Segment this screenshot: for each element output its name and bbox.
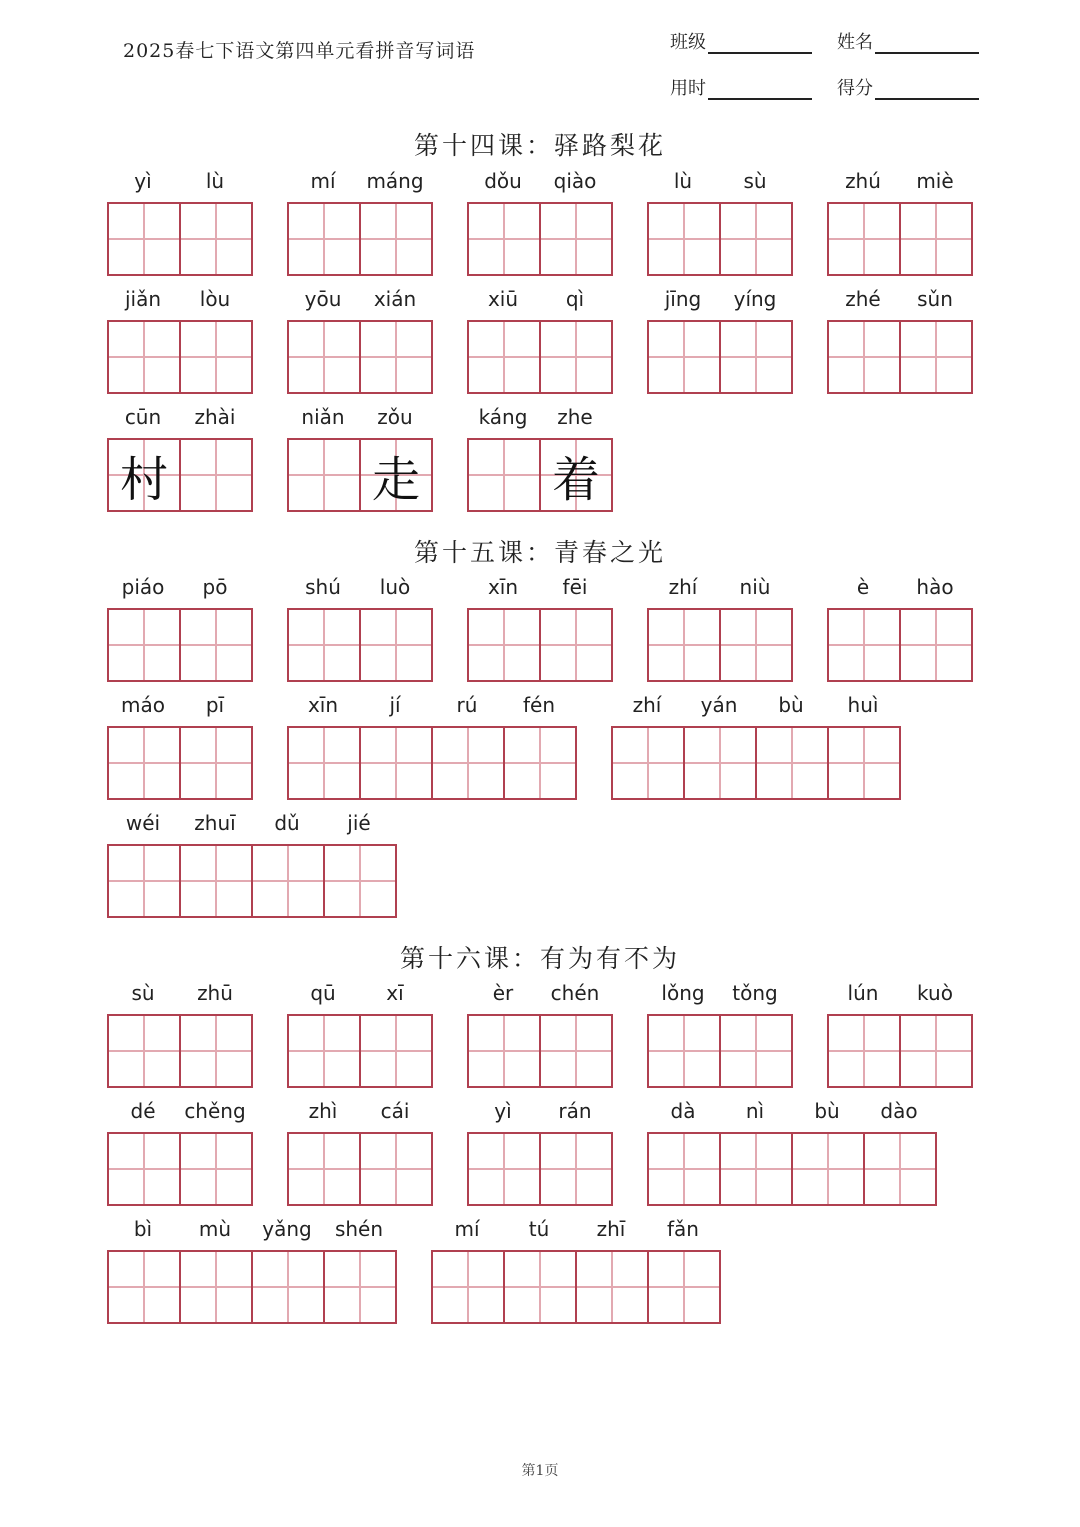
- pinyin-label: yǎng: [262, 1217, 312, 1241]
- writing-cell[interactable]: [289, 610, 359, 680]
- class-blank[interactable]: [708, 32, 812, 54]
- pinyin-row: [467, 1096, 613, 1126]
- writing-grid: [431, 1250, 721, 1324]
- pinyin-label: jié: [347, 811, 371, 835]
- writing-cell[interactable]: [289, 728, 359, 798]
- writing-cell[interactable]: [359, 204, 431, 274]
- pinyin-label: dǔ: [274, 811, 300, 835]
- pinyin-label: sǔn: [917, 287, 953, 311]
- pinyin-label: zhí: [632, 693, 662, 717]
- writing-grid: [827, 202, 973, 276]
- writing-cell[interactable]: [251, 1252, 323, 1322]
- writing-cell[interactable]: [289, 204, 359, 274]
- pinyin-row: [107, 1214, 397, 1244]
- word-group: [827, 572, 973, 682]
- pinyin-label: xī: [386, 981, 404, 1005]
- name-blank[interactable]: [875, 32, 979, 54]
- writing-cell[interactable]: [539, 322, 611, 392]
- writing-grid: [467, 608, 613, 682]
- writing-cell[interactable]: [613, 728, 683, 798]
- time-blank[interactable]: [708, 78, 812, 100]
- word-group: [107, 284, 253, 394]
- pinyin-label: chěng: [184, 1099, 246, 1123]
- word-group: [467, 572, 613, 682]
- class-label: 班级: [670, 32, 706, 53]
- pinyin-row: [431, 1214, 721, 1244]
- word-group: [431, 1214, 721, 1324]
- pinyin-label: cái: [380, 1099, 410, 1123]
- pinyin-row: [467, 166, 613, 196]
- pinyin-label: cūn: [124, 405, 162, 429]
- class-field: [670, 28, 812, 54]
- pinyin-label: jīng: [664, 287, 702, 311]
- given-character: 走: [371, 451, 420, 508]
- pinyin-row: [287, 978, 433, 1008]
- pinyin-row: [107, 808, 397, 838]
- writing-grid: [287, 202, 433, 276]
- writing-cell[interactable]: [649, 1016, 719, 1086]
- writing-cell[interactable]: [863, 1134, 935, 1204]
- pinyin-label: huì: [847, 693, 879, 717]
- pinyin-row: [287, 402, 433, 432]
- writing-cell[interactable]: [109, 204, 179, 274]
- writing-cell[interactable]: [359, 728, 431, 798]
- name-label: 姓名: [837, 32, 873, 53]
- pinyin-label: qiào: [553, 169, 597, 193]
- writing-cell[interactable]: [829, 610, 899, 680]
- word-group: [287, 1096, 433, 1206]
- pinyin-row: [287, 1096, 433, 1126]
- writing-grid: [107, 202, 253, 276]
- word-group: [287, 690, 577, 800]
- writing-cell[interactable]: [179, 1134, 251, 1204]
- pinyin-row: [287, 690, 577, 720]
- pinyin-label: máo: [121, 693, 165, 717]
- pinyin-label: yōu: [304, 287, 342, 311]
- word-group: [827, 284, 973, 394]
- pinyin-row: [611, 690, 901, 720]
- lesson-title: 第十四课：驿路梨花: [413, 131, 666, 160]
- pinyin-label: pī: [205, 693, 225, 717]
- writing-cell[interactable]: [323, 1252, 395, 1322]
- writing-grid: [107, 608, 253, 682]
- pinyin-label: zhé: [845, 287, 881, 311]
- pinyin-label: tǒng: [732, 981, 778, 1005]
- writing-cell[interactable]: [469, 322, 539, 392]
- pinyin-label: jiǎn: [124, 287, 162, 311]
- pinyin-label: èr: [492, 981, 514, 1005]
- writing-cell[interactable]: [539, 1134, 611, 1204]
- writing-grid: [107, 1132, 253, 1206]
- writing-cell[interactable]: [359, 1134, 431, 1204]
- writing-grid: [647, 320, 793, 394]
- writing-cell[interactable]: [359, 440, 431, 510]
- writing-cell[interactable]: [289, 1134, 359, 1204]
- pinyin-row: [107, 166, 253, 196]
- writing-grid: [107, 438, 253, 512]
- pinyin-row: [827, 978, 973, 1008]
- pinyin-label: lún: [847, 981, 879, 1005]
- pinyin-label: jí: [389, 693, 401, 717]
- writing-cell[interactable]: [539, 440, 611, 510]
- pinyin-row: [467, 572, 613, 602]
- pinyin-label: zhī: [596, 1217, 626, 1241]
- writing-cell[interactable]: [179, 204, 251, 274]
- given-character: 着: [551, 451, 600, 508]
- writing-grid: [287, 1132, 433, 1206]
- writing-grid: [107, 726, 253, 800]
- writing-grid: [827, 320, 973, 394]
- pinyin-label: máng: [366, 169, 424, 193]
- writing-cell[interactable]: [755, 728, 827, 798]
- pinyin-label: zhū: [197, 981, 233, 1005]
- pinyin-label: sù: [743, 169, 767, 193]
- pinyin-row: [647, 978, 793, 1008]
- word-group: [287, 978, 433, 1088]
- writing-cell[interactable]: [539, 1016, 611, 1086]
- writing-cell[interactable]: [899, 1016, 971, 1086]
- pinyin-label: zhì: [308, 1099, 338, 1123]
- writing-cell[interactable]: [179, 846, 251, 916]
- pinyin-label: miè: [916, 169, 954, 193]
- writing-cell[interactable]: [575, 1252, 647, 1322]
- writing-cell[interactable]: [359, 322, 431, 392]
- pinyin-label: bì: [133, 1217, 153, 1241]
- pinyin-row: [467, 978, 613, 1008]
- writing-grid: [467, 438, 613, 512]
- pinyin-row: [647, 1096, 937, 1126]
- pinyin-row: [827, 166, 973, 196]
- pinyin-label: lǒng: [661, 981, 705, 1005]
- pinyin-label: zhe: [557, 405, 593, 429]
- pinyin-label: rú: [456, 693, 478, 717]
- writing-grid: [467, 202, 613, 276]
- pinyin-row: [287, 572, 433, 602]
- writing-cell[interactable]: [719, 610, 791, 680]
- word-group: [107, 1214, 397, 1324]
- pinyin-row: [287, 284, 433, 314]
- writing-grid: [287, 1014, 433, 1088]
- pinyin-label: mí: [454, 1217, 480, 1241]
- writing-grid: [827, 1014, 973, 1088]
- writing-cell[interactable]: [109, 1252, 179, 1322]
- pinyin-label: zhú: [845, 169, 881, 193]
- pinyin-label: bù: [814, 1099, 840, 1123]
- word-group: [107, 1096, 253, 1206]
- pinyin-label: luò: [379, 575, 411, 599]
- writing-cell[interactable]: [649, 1134, 719, 1204]
- pinyin-label: xiū: [487, 287, 519, 311]
- pinyin-row: [107, 402, 253, 432]
- writing-cell[interactable]: [649, 204, 719, 274]
- word-group: [647, 166, 793, 276]
- word-group: [611, 690, 901, 800]
- pinyin-label: qū: [310, 981, 336, 1005]
- pinyin-row: [827, 572, 973, 602]
- word-group: [467, 284, 613, 394]
- writing-grid: [647, 202, 793, 276]
- pinyin-label: yíng: [733, 287, 777, 311]
- pinyin-label: shén: [334, 1217, 384, 1241]
- word-group: [827, 166, 973, 276]
- word-group: [107, 808, 397, 918]
- pinyin-label: fēi: [562, 575, 588, 599]
- given-character: 村: [119, 451, 168, 508]
- writing-cell[interactable]: [431, 728, 503, 798]
- score-blank[interactable]: [875, 78, 979, 100]
- pinyin-label: dé: [130, 1099, 156, 1123]
- pinyin-label: zǒu: [377, 405, 413, 429]
- pinyin-row: [107, 572, 253, 602]
- pinyin-label: bù: [778, 693, 804, 717]
- writing-grid: [647, 1132, 937, 1206]
- pinyin-label: tú: [528, 1217, 550, 1241]
- writing-cell[interactable]: [899, 610, 971, 680]
- pinyin-row: [647, 284, 793, 314]
- writing-cell[interactable]: [719, 1134, 791, 1204]
- word-group: [107, 166, 253, 276]
- pinyin-label: niù: [739, 575, 771, 599]
- writing-cell[interactable]: [469, 440, 539, 510]
- pinyin-label: rán: [558, 1099, 592, 1123]
- writing-grid: [647, 608, 793, 682]
- writing-cell[interactable]: [683, 728, 755, 798]
- pinyin-label: hào: [916, 575, 954, 599]
- writing-cell[interactable]: [289, 1016, 359, 1086]
- word-group: [647, 572, 793, 682]
- pinyin-label: dà: [670, 1099, 696, 1123]
- pinyin-label: zhuī: [194, 811, 236, 835]
- writing-grid: [287, 726, 577, 800]
- pinyin-label: wéi: [125, 811, 161, 835]
- word-group: [467, 166, 613, 276]
- pinyin-row: [647, 166, 793, 196]
- writing-cell[interactable]: [289, 322, 359, 392]
- writing-cell[interactable]: [289, 440, 359, 510]
- pinyin-label: lòu: [199, 287, 231, 311]
- writing-cell[interactable]: [649, 610, 719, 680]
- writing-cell[interactable]: [179, 440, 251, 510]
- pinyin-label: zhí: [668, 575, 698, 599]
- page-number: 第1页: [521, 1463, 559, 1479]
- writing-cell[interactable]: [109, 322, 179, 392]
- writing-cell[interactable]: [647, 1252, 719, 1322]
- writing-cell[interactable]: [251, 846, 323, 916]
- writing-cell[interactable]: [719, 204, 791, 274]
- score-label: 得分: [837, 78, 873, 99]
- lesson-title: 第十五课：青春之光: [413, 538, 666, 567]
- pinyin-label: kuò: [917, 981, 953, 1005]
- writing-grid: [647, 1014, 793, 1088]
- pinyin-row: [467, 402, 613, 432]
- pinyin-row: [647, 572, 793, 602]
- word-group: [827, 978, 973, 1088]
- word-group: [647, 1096, 937, 1206]
- doc-title: 2025春七下语文第四单元看拼音写词语: [123, 40, 476, 62]
- word-group: [647, 978, 793, 1088]
- word-group: [287, 284, 433, 394]
- pinyin-label: yán: [700, 693, 738, 717]
- pinyin-label: piáo: [121, 575, 165, 599]
- pinyin-label: sù: [131, 981, 155, 1005]
- word-group: [107, 690, 253, 800]
- writing-cell[interactable]: [359, 610, 431, 680]
- word-group: [107, 572, 253, 682]
- pinyin-row: [827, 284, 973, 314]
- writing-cell[interactable]: [649, 322, 719, 392]
- writing-cell[interactable]: [179, 322, 251, 392]
- writing-cell[interactable]: [109, 1134, 179, 1204]
- pinyin-label: lù: [673, 169, 693, 193]
- pinyin-label: xīn: [307, 693, 339, 717]
- pinyin-label: dǒu: [484, 169, 522, 193]
- writing-cell[interactable]: [899, 204, 971, 274]
- writing-grid: [107, 1250, 397, 1324]
- writing-cell[interactable]: [539, 204, 611, 274]
- writing-cell[interactable]: [179, 1016, 251, 1086]
- writing-cell[interactable]: [469, 1134, 539, 1204]
- pinyin-label: lù: [205, 169, 225, 193]
- pinyin-label: nì: [745, 1099, 765, 1123]
- writing-cell[interactable]: [109, 846, 179, 916]
- writing-cell[interactable]: [827, 728, 899, 798]
- word-group: [467, 978, 613, 1088]
- pinyin-label: niǎn: [301, 405, 345, 429]
- writing-cell[interactable]: [109, 728, 179, 798]
- writing-grid: [611, 726, 901, 800]
- writing-cell[interactable]: [899, 322, 971, 392]
- writing-cell[interactable]: [323, 846, 395, 916]
- pinyin-label: dào: [880, 1099, 918, 1123]
- pinyin-row: [467, 284, 613, 314]
- writing-cell[interactable]: [109, 440, 179, 510]
- pinyin-label: xīn: [487, 575, 519, 599]
- writing-cell[interactable]: [109, 1016, 179, 1086]
- pinyin-row: [287, 166, 433, 196]
- word-group: [107, 978, 253, 1088]
- writing-grid: [107, 320, 253, 394]
- writing-grid: [827, 608, 973, 682]
- writing-grid: [287, 608, 433, 682]
- pinyin-label: zhài: [194, 405, 236, 429]
- name-field: [837, 28, 979, 54]
- word-group: [287, 166, 433, 276]
- pinyin-label: chén: [550, 981, 600, 1005]
- word-group: [287, 402, 433, 512]
- writing-grid: [107, 844, 397, 918]
- writing-cell[interactable]: [469, 1016, 539, 1086]
- pinyin-label: shú: [305, 575, 341, 599]
- writing-grid: [107, 1014, 253, 1088]
- writing-grid: [467, 320, 613, 394]
- writing-cell[interactable]: [359, 1016, 431, 1086]
- writing-cell[interactable]: [469, 610, 539, 680]
- writing-grid: [287, 438, 433, 512]
- pinyin-label: fǎn: [667, 1217, 699, 1241]
- word-group: [287, 572, 433, 682]
- writing-cell[interactable]: [719, 322, 791, 392]
- pinyin-label: qì: [565, 287, 585, 311]
- pinyin-row: [107, 1096, 253, 1126]
- pinyin-label: è: [856, 575, 870, 599]
- word-group: [467, 402, 613, 512]
- time-label: 用时: [670, 78, 706, 99]
- writing-grid: [467, 1014, 613, 1088]
- writing-cell[interactable]: [791, 1134, 863, 1204]
- pinyin-label: yì: [134, 169, 152, 193]
- pinyin-label: káng: [478, 405, 528, 429]
- pinyin-label: mí: [310, 169, 336, 193]
- writing-cell[interactable]: [179, 728, 251, 798]
- writing-cell[interactable]: [829, 204, 899, 274]
- writing-cell[interactable]: [829, 322, 899, 392]
- writing-cell[interactable]: [503, 728, 575, 798]
- pinyin-label: fén: [522, 693, 556, 717]
- word-group: [107, 402, 253, 512]
- word-group: [467, 1096, 613, 1206]
- writing-cell[interactable]: [719, 1016, 791, 1086]
- writing-grid: [287, 320, 433, 394]
- pinyin-row: [107, 284, 253, 314]
- pinyin-label: xián: [373, 287, 417, 311]
- writing-cell[interactable]: [179, 1252, 251, 1322]
- word-group: [647, 284, 793, 394]
- pinyin-label: pō: [202, 575, 228, 599]
- time-field: [670, 74, 812, 100]
- lesson-title: 第十六课：有为有不为: [399, 944, 680, 973]
- writing-cell[interactable]: [829, 1016, 899, 1086]
- writing-cell[interactable]: [179, 610, 251, 680]
- pinyin-label: mù: [198, 1217, 232, 1241]
- score-field: [837, 74, 979, 100]
- pinyin-row: [107, 978, 253, 1008]
- writing-cell[interactable]: [109, 610, 179, 680]
- writing-cell[interactable]: [539, 610, 611, 680]
- pinyin-label: yì: [494, 1099, 512, 1123]
- pinyin-row: [107, 690, 253, 720]
- writing-cell[interactable]: [503, 1252, 575, 1322]
- writing-grid: [467, 1132, 613, 1206]
- writing-cell[interactable]: [433, 1252, 503, 1322]
- writing-cell[interactable]: [469, 204, 539, 274]
